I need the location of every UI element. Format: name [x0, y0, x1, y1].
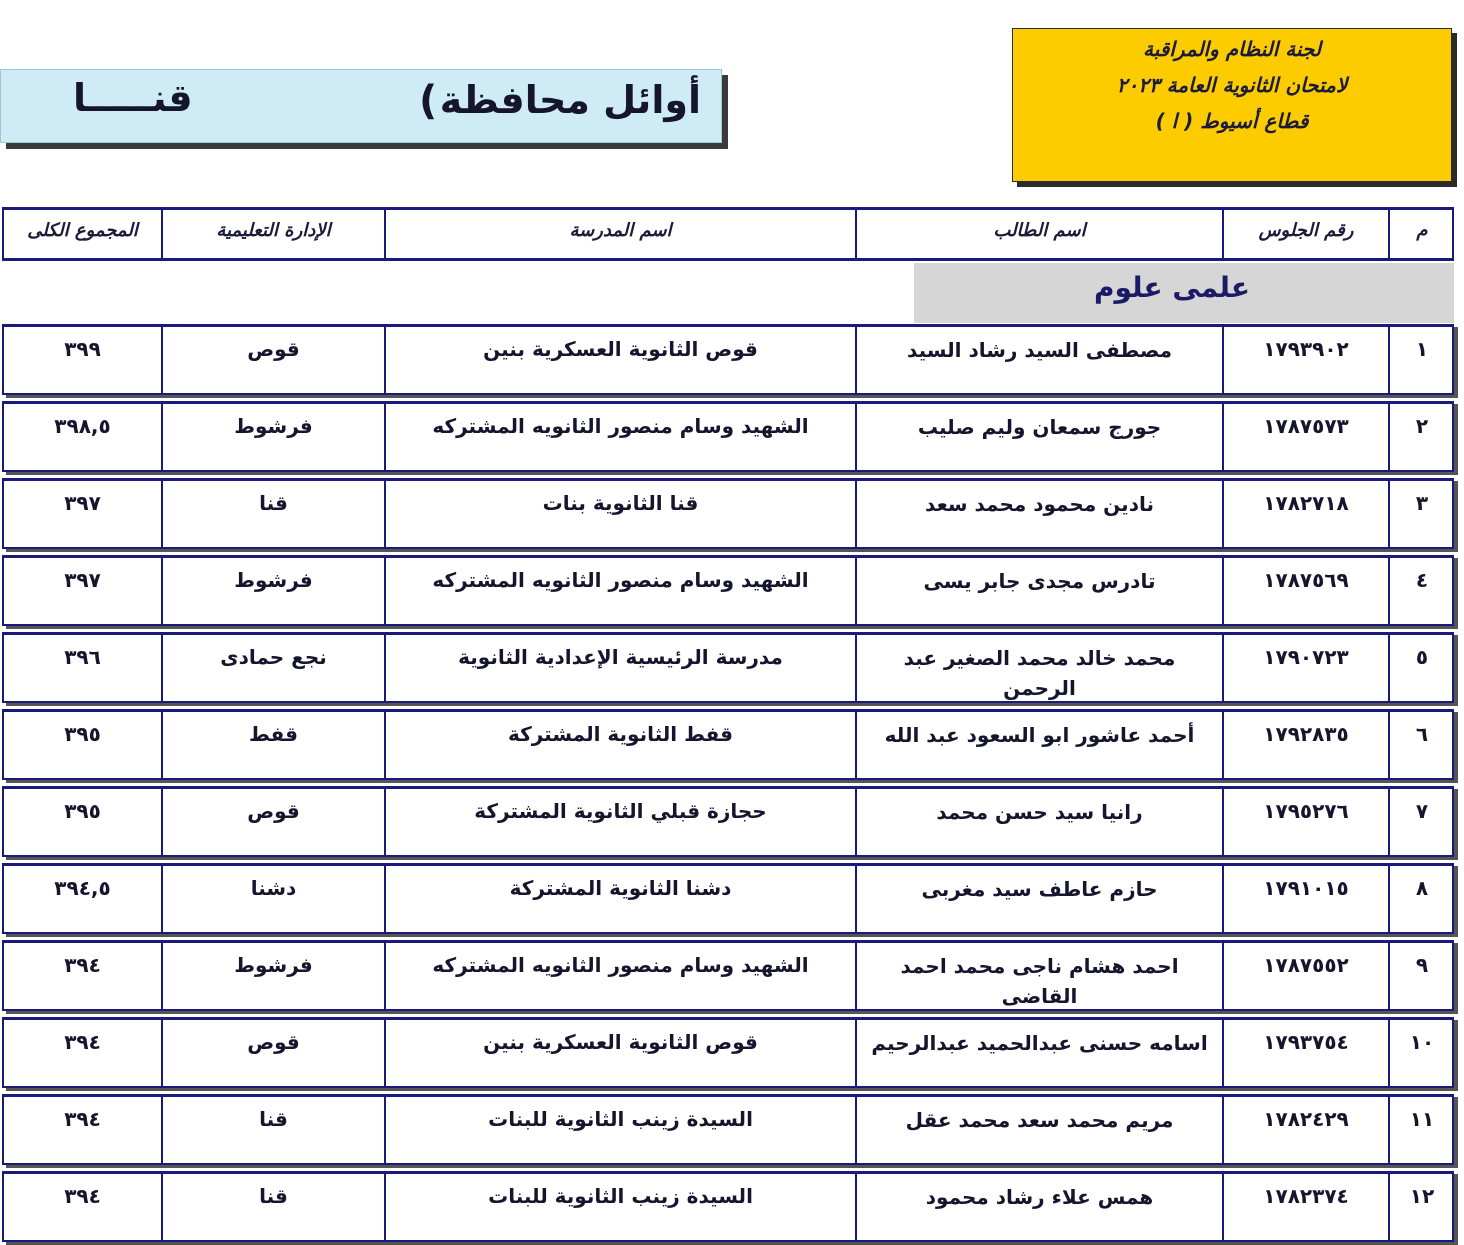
school-name: قوص الثانوية العسكرية بنين	[384, 1020, 855, 1086]
student-name: مريم محمد سعد محمد عقل	[855, 1097, 1222, 1163]
row-number: ٥	[1388, 635, 1454, 701]
header-num: م	[1388, 210, 1454, 258]
school-name: الشهيد وسام منصور الثانويه المشتركه	[384, 943, 855, 1009]
table-header	[2, 207, 1454, 261]
table-row	[2, 478, 1454, 549]
seat-number: ١٧٨٧٥٥٢	[1222, 943, 1388, 1009]
row-number: ٨	[1388, 866, 1454, 932]
total-score: ٣٩٧	[64, 491, 101, 515]
school-name: دشنا الثانوية المشتركة	[384, 866, 855, 932]
exam-name: لامتحان الثانوية العامة ٢٠٢٣	[1116, 73, 1348, 97]
school-name: قنا الثانوية بنات	[384, 481, 855, 547]
header-total-score: المجموع الكلى	[27, 220, 138, 241]
seat-number: ١٧٩٢٨٣٥	[1222, 712, 1388, 778]
table-row	[2, 401, 1454, 472]
seat-number: ١٧٨٢٧١٨	[1222, 481, 1388, 547]
table-row	[2, 863, 1454, 934]
school-name: الشهيد وسام منصور الثانويه المشتركه	[384, 404, 855, 470]
row-number: ٦	[1388, 712, 1454, 778]
page-title-box	[0, 69, 722, 143]
school-name: مدرسة الرئيسية الإعدادية الثانوية	[384, 635, 855, 701]
header-administration: الإدارة التعليمية	[161, 210, 384, 258]
governorate-name: قنـــــا	[73, 76, 193, 120]
section-title: علمى علوم	[914, 263, 1454, 323]
table-row	[2, 786, 1454, 857]
student-name: رانيا سيد حسن محمد	[855, 789, 1222, 855]
table-row	[2, 632, 1454, 703]
table-row	[2, 1017, 1454, 1088]
school-name: قفط الثانوية المشتركة	[384, 712, 855, 778]
school-name: السيدة زينب الثانوية للبنات	[384, 1097, 855, 1163]
row-number: ٩	[1388, 943, 1454, 1009]
table-row	[2, 1094, 1454, 1165]
seat-number: ١٧٩٥٢٧٦	[1222, 789, 1388, 855]
seat-number: ١٧٨٢٣٧٤	[1222, 1174, 1388, 1240]
school-name: السيدة زينب الثانوية للبنات	[384, 1174, 855, 1240]
student-name: جورج سمعان وليم صليب	[855, 404, 1222, 470]
student-name: محمد خالد محمد الصغير عبد الرحمن	[855, 635, 1222, 701]
school-name: حجازة قبلي الثانوية المشتركة	[384, 789, 855, 855]
student-name: أحمد عاشور ابو السعود عبد الله	[855, 712, 1222, 778]
student-name: مصطفى السيد رشاد السيد	[855, 327, 1222, 393]
administration: فرشوط	[161, 558, 384, 624]
school-name: الشهيد وسام منصور الثانويه المشتركه	[384, 558, 855, 624]
row-number: ١	[1388, 327, 1454, 393]
row-number: ١٠	[1388, 1020, 1454, 1086]
page-title: أوائل محافظة	[439, 78, 701, 122]
seat-number: ١٧٩٠٧٢٣	[1222, 635, 1388, 701]
administration: قنا	[161, 481, 384, 547]
total-score: ٣٩٤,٥	[54, 876, 111, 900]
administration: فرشوط	[161, 943, 384, 1009]
administration: قوص	[161, 789, 384, 855]
table-row	[2, 940, 1454, 1011]
student-name: تادرس مجدى جابر يسى	[855, 558, 1222, 624]
table-row	[2, 709, 1454, 780]
table-row	[2, 1171, 1454, 1242]
total-score: ٣٩٧	[64, 568, 101, 592]
administration: قنا	[161, 1097, 384, 1163]
student-name: احمد هشام ناجى محمد احمد القاضى	[855, 943, 1222, 1009]
administration: نجع حمادى	[161, 635, 384, 701]
school-name: قوص الثانوية العسكرية بنين	[384, 327, 855, 393]
sector-name: قطاع أسيوط ( ا )	[1155, 109, 1309, 133]
total-score: ٣٩٤	[64, 953, 101, 977]
committee-name: لجنة النظام والمراقبة	[1142, 37, 1322, 61]
total-score: ٣٩٨,٥	[54, 414, 111, 438]
table-row	[2, 555, 1454, 626]
total-score: ٣٩٩	[64, 337, 101, 361]
student-name: نادين محمود محمد سعد	[855, 481, 1222, 547]
committee-info-box	[1012, 28, 1452, 182]
table-row	[2, 324, 1454, 395]
total-score: ٣٩٤	[64, 1030, 101, 1054]
seat-number: ١٧٨٢٤٢٩	[1222, 1097, 1388, 1163]
row-number: ٧	[1388, 789, 1454, 855]
total-score: ٣٩٤	[64, 1107, 101, 1131]
header-school-name: اسم المدرسة	[384, 210, 855, 258]
seat-number: ١٧٩١٠١٥	[1222, 866, 1388, 932]
total-score: ٣٩٤	[64, 1184, 101, 1208]
seat-number: ١٧٩٣٩٠٢	[1222, 327, 1388, 393]
student-name: همس علاء رشاد محمود	[855, 1174, 1222, 1240]
total-score: ٣٩٥	[64, 799, 101, 823]
administration: قنا	[161, 1174, 384, 1240]
seat-number: ١٧٨٧٥٧٣	[1222, 404, 1388, 470]
administration: فرشوط	[161, 404, 384, 470]
header-seat-number: رقم الجلوس	[1222, 210, 1388, 258]
administration: قوص	[161, 1020, 384, 1086]
administration: قوص	[161, 327, 384, 393]
header-student-name: اسم الطالب	[855, 210, 1222, 258]
seat-number: ١٧٩٣٧٥٤	[1222, 1020, 1388, 1086]
student-name: اسامه حسنى عبدالحميد عبدالرحيم	[855, 1020, 1222, 1086]
row-number: ١٢	[1388, 1174, 1454, 1240]
total-score: ٣٩٥	[64, 722, 101, 746]
row-number: ١١	[1388, 1097, 1454, 1163]
title-paren: (	[419, 78, 438, 124]
administration: دشنا	[161, 866, 384, 932]
row-number: ٢	[1388, 404, 1454, 470]
administration: قفط	[161, 712, 384, 778]
student-name: حازم عاطف سيد مغربى	[855, 866, 1222, 932]
total-score: ٣٩٦	[64, 645, 101, 669]
seat-number: ١٧٨٧٥٦٩	[1222, 558, 1388, 624]
row-number: ٤	[1388, 558, 1454, 624]
row-number: ٣	[1388, 481, 1454, 547]
